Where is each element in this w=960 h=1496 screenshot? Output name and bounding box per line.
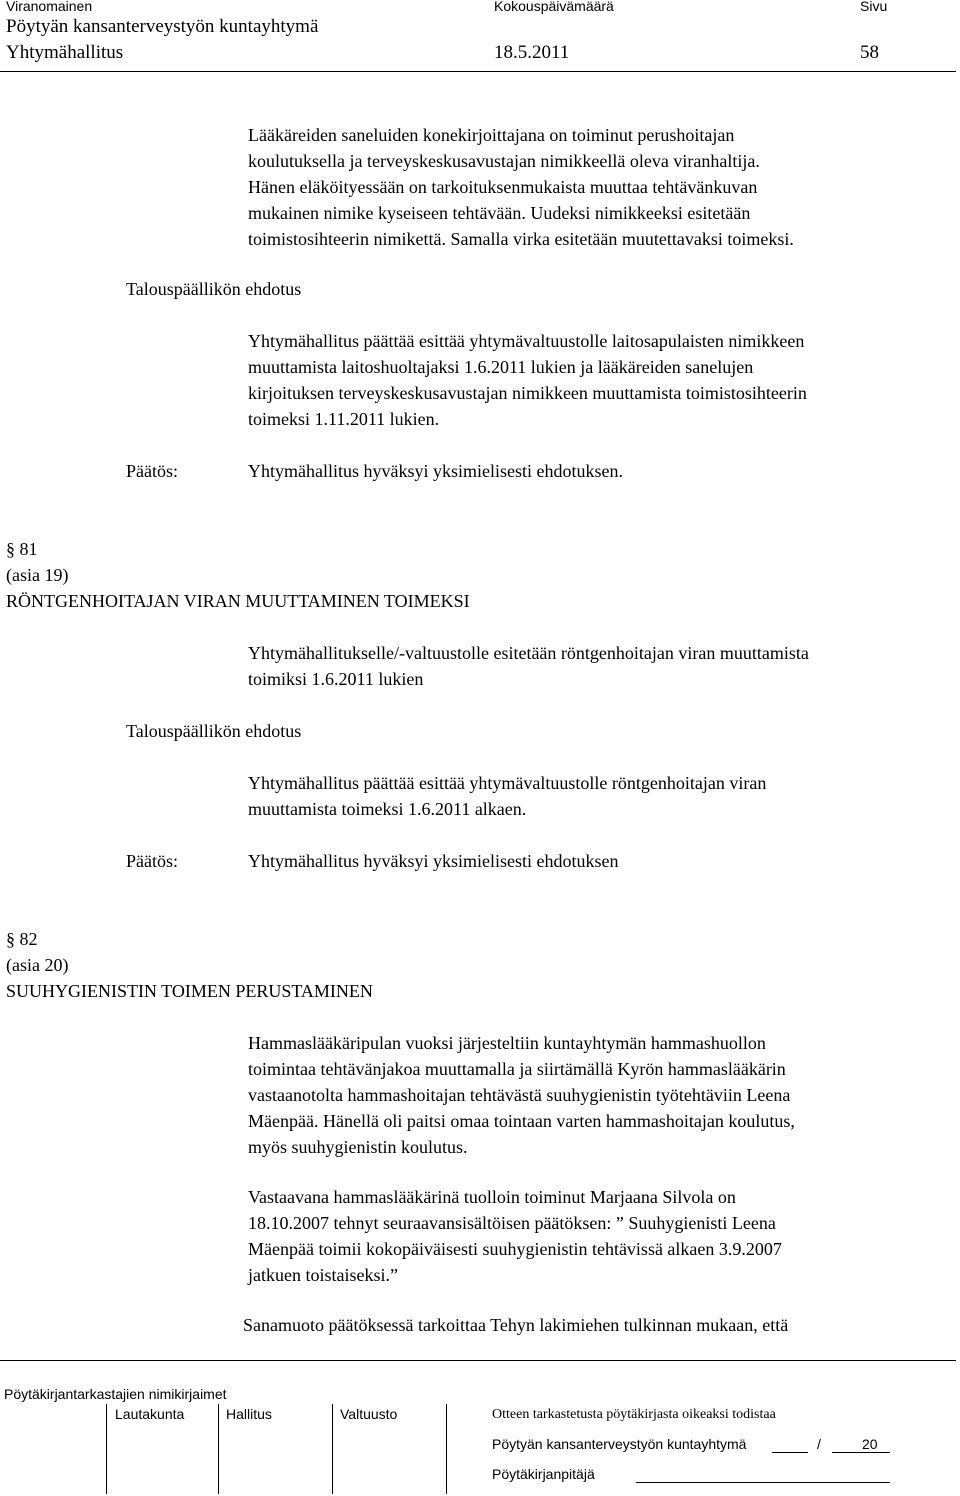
footer-keeper-label: Pöytäkirjanpitäjä bbox=[492, 1466, 595, 1482]
text-line: mukainen nimike kyseiseen tehtävään. Uudeksi nimikkeeksi esitetään bbox=[248, 203, 751, 223]
section-82-paragraph-1 bbox=[248, 1030, 795, 1160]
text-line: Yhtymähallitus päättää esittää yhtymävaltuustolle röntgenhoitajan viran bbox=[248, 773, 767, 793]
top-proposal-label: Talouspäällikön ehdotus bbox=[126, 279, 302, 299]
text-line: Mäenpää toimii kokopäiväisesti suuhygienistin tehtävissä alkaen 3.9.2007 bbox=[248, 1239, 782, 1259]
top-proposal-paragraph bbox=[248, 328, 807, 432]
footer-keeper-line bbox=[636, 1482, 890, 1483]
footer-org-label: Pöytyän kansanterveystyön kuntayhtymä bbox=[492, 1436, 747, 1452]
section-81-number: § 81 bbox=[6, 539, 38, 559]
footer-slash: / bbox=[817, 1436, 821, 1452]
section-82-number: § 82 bbox=[6, 929, 38, 949]
footer-col-divider bbox=[446, 1404, 447, 1494]
text-line: Lääkäreiden saneluiden konekirjoittajana on toiminut perushoitajan bbox=[248, 125, 735, 145]
footer-signatures-label: Pöytäkirjantarkastajien nimikirjaimet bbox=[4, 1386, 227, 1402]
text-line: vastaanotolta hammashoitajan tehtävästä suuhygienistin työtehtäviin Leena bbox=[248, 1085, 791, 1105]
text-line: toimiksi 1.6.2011 lukien bbox=[248, 669, 424, 689]
section-82-title: SUUHYGIENISTIN TOIMEN PERUSTAMINEN bbox=[6, 981, 373, 1001]
text-line: kirjoituksen terveyskeskusavustajan nimikkeen muuttamista toimistosihteerin bbox=[248, 383, 807, 403]
header-date: 18.5.2011 bbox=[494, 42, 570, 63]
footer-col-lautakunta: Lautakunta bbox=[115, 1406, 185, 1422]
text-line: muuttamista laitoshuoltajaksi 1.6.2011 lukien ja lääkäreiden sanelujen bbox=[248, 357, 754, 377]
footer-year: 20 bbox=[862, 1436, 878, 1452]
footer-certified-text: Otteen tarkastetusta pöytäkirjasta oikeaksi todistaa bbox=[492, 1407, 776, 1422]
text-line: Hänen eläköityessään on tarkoituksenmukaista muuttaa tehtävänkuvan bbox=[248, 177, 758, 197]
text-line: Mäenpää. Hänellä oli paitsi omaa tointaan varten hammashoitajan koulutus, bbox=[248, 1111, 795, 1131]
section-82-case: (asia 20) bbox=[6, 955, 69, 975]
text-line: Vastaavana hammaslääkärinä tuolloin toiminut Marjaana Silvola on bbox=[248, 1187, 736, 1207]
footer-col-hallitus: Hallitus bbox=[226, 1406, 272, 1422]
footer-col-divider bbox=[106, 1404, 107, 1494]
header-organization: Pöytyän kansanterveystyön kuntayhtymä bbox=[6, 16, 319, 37]
top-decision-text: Yhtymähallitus hyväksyi yksimielisesti ehdotuksen. bbox=[248, 461, 623, 481]
text-line: muuttamista toimeksi 1.6.2011 alkaen. bbox=[248, 799, 527, 819]
header-authority-label: Viranomainen bbox=[6, 0, 93, 14]
text-line: myös suuhygienistin koulutus. bbox=[248, 1137, 468, 1157]
text-line: koulutuksella ja terveyskeskusavustajan nimikkeellä oleva viranhaltija. bbox=[248, 151, 760, 171]
section-82-paragraph-3: Sanamuoto päätöksessä tarkoittaa Tehyn lakimiehen tulkinnan mukaan, että bbox=[243, 1315, 789, 1335]
footer-day-line bbox=[772, 1452, 808, 1453]
section-81-title: RÖNTGENHOITAJAN VIRAN MUUTTAMINEN TOIMEKSI bbox=[6, 591, 470, 611]
header-authority: Yhtymähallitus bbox=[6, 42, 124, 63]
section-81-intro-paragraph bbox=[248, 640, 809, 692]
text-line: Yhtymähallitukselle/-valtuustolle esitetään röntgenhoitajan viran muuttamista bbox=[248, 643, 809, 663]
section-81-case: (asia 19) bbox=[6, 565, 69, 585]
text-line: Hammaslääkäripulan vuoksi järjesteltiin kuntayhtymän hammashuollon bbox=[248, 1033, 766, 1053]
header-page-label: Sivu bbox=[860, 0, 888, 14]
text-line: 18.10.2007 tehnyt seuraavansisältöisen päätöksen: ” Suuhygienisti Leena bbox=[248, 1213, 776, 1233]
footer-col-divider bbox=[332, 1404, 333, 1494]
text-line: Yhtymähallitus päättää esittää yhtymävaltuustolle laitosapulaisten nimikkeen bbox=[248, 331, 805, 351]
section-82-paragraph-2 bbox=[248, 1184, 782, 1288]
section-81-proposal-label: Talouspäällikön ehdotus bbox=[126, 721, 302, 741]
text-line: toimistosihteerin nimikettä. Samalla virka esitetään muutettavaksi toimeksi. bbox=[248, 229, 794, 249]
text-line: toimeksi 1.11.2011 lukien. bbox=[248, 409, 440, 429]
footer-col-divider bbox=[218, 1404, 219, 1494]
header-date-label: Kokouspäivämäärä bbox=[494, 0, 614, 14]
section-81-decision-text: Yhtymähallitus hyväksyi yksimielisesti ehdotuksen bbox=[248, 851, 619, 871]
section-81-decision-label: Päätös: bbox=[126, 851, 178, 871]
text-line: toimintaa tehtävänjakoa muuttamalla ja siirtämällä Kyrön hammaslääkärin bbox=[248, 1059, 786, 1079]
footer-col-valtuusto: Valtuusto bbox=[340, 1406, 398, 1422]
text-line: jatkuen toistaiseksi.” bbox=[248, 1265, 398, 1285]
top-intro-paragraph bbox=[248, 122, 794, 252]
top-decision-label: Päätös: bbox=[126, 461, 178, 481]
footer-divider bbox=[0, 1360, 956, 1361]
footer-month-line bbox=[832, 1452, 890, 1453]
header-page-number: 58 bbox=[860, 42, 879, 63]
header-divider bbox=[0, 71, 956, 72]
section-81-proposal-paragraph bbox=[248, 770, 766, 822]
